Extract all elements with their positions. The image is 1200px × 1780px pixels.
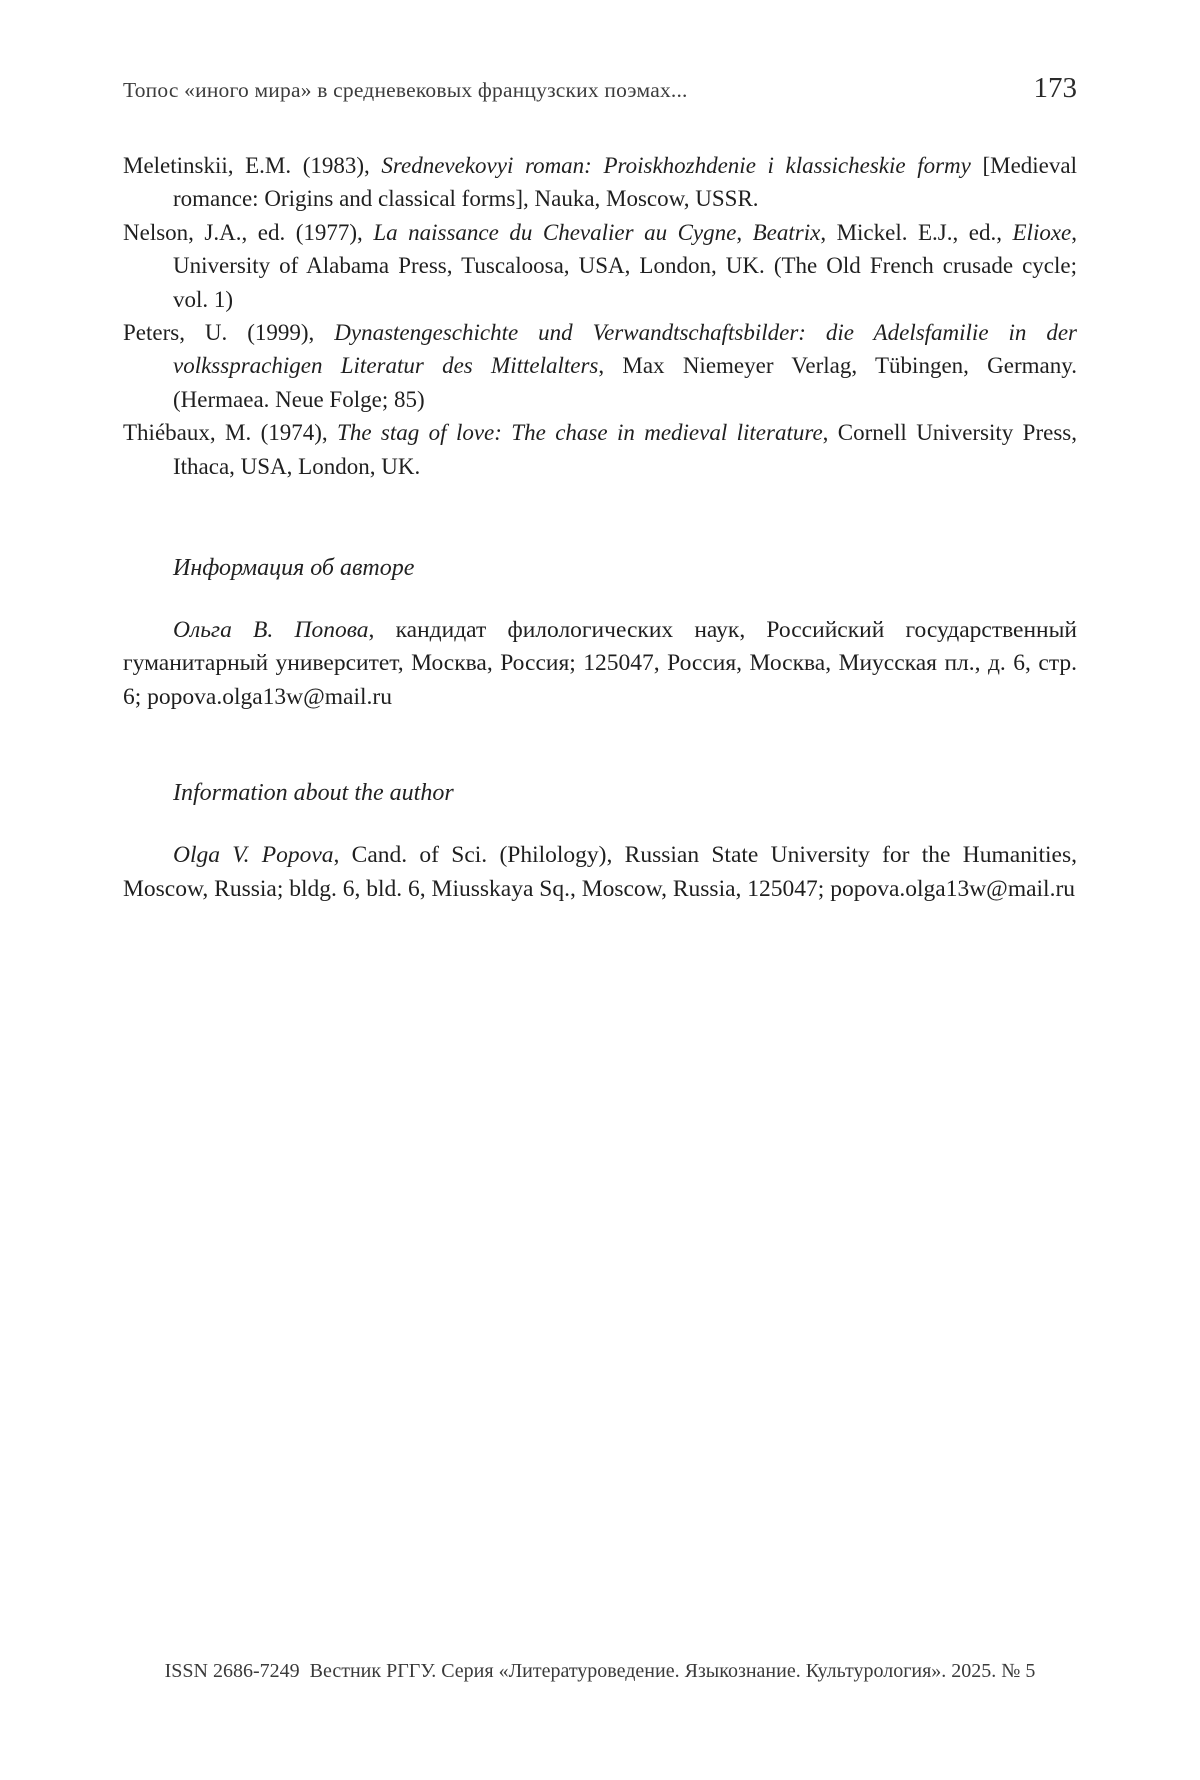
section-heading-author-info-en: Information about the author (173, 780, 454, 807)
section-heading-author-info-ru: Информация об авторе (173, 555, 415, 582)
footer-journal-line: Вестник РГГУ. Серия «Литературоведение. Языкознание. Культурология». 2025. № 5 (309, 1660, 1036, 1682)
page-number: 173 (1033, 72, 1077, 104)
reference-entry: Thiébaux, M. (1974), The stag of love: The chase in medieval literature, Cornell University Press, Ithaca, USA, London, UK. (123, 420, 1077, 479)
footer-issn: ISSN 2686-7249 (164, 1660, 300, 1682)
running-header (123, 72, 1077, 105)
reference-entry: Nelson, J.A., ed. (1977), La naissance du Chevalier au Cygne, Beatrix, Mickel. E.J., ed., Elioxe, University of Alabama Press, Tuscaloosa, USA, London, UK. (The Old French crusade cycle; vol. 1) (123, 219, 1077, 312)
references-list (123, 149, 1077, 483)
reference-entry: Meletinskii, E.M. (1983), Srednevekovyi roman: Proiskhozhdenie i klassicheskie formy [Medieval romance: Origins and classical forms], Nauka, Moscow, USSR. (123, 153, 1077, 212)
page-footer (0, 1660, 1200, 1683)
author-paragraph-ru: Ольга В. Попова, кандидат филологических наук, Российский государственный гуманитарный университет, Москва, Россия; 125047, Россия, Москва, Миусская пл., д. 6, стр. 6; popova.olga13w@mail.ru (123, 617, 1078, 710)
author-paragraph-en: Olga V. Popova, Cand. of Sci. (Philology), Russian State University for the Humanities, Moscow, Russia; bldg. 6, bld. 6, Miusskaya Sq., Moscow, Russia, 125047; popova.olga13w@mail.ru (123, 842, 1077, 902)
reference-entry: Peters, U. (1999), Dynastengeschichte und Verwandtschaftsbilder: die Adelsfamilie in der volkssprachigen Literatur des Mittelalters, Max Niemeyer Verlag, Tübingen, Germany. (Hermaea. Neue Folge; 85) (123, 320, 1078, 412)
running-title: Топос «иного мира» в средневековых французских поэмах... (123, 78, 688, 102)
footer-spacer (300, 1660, 310, 1682)
